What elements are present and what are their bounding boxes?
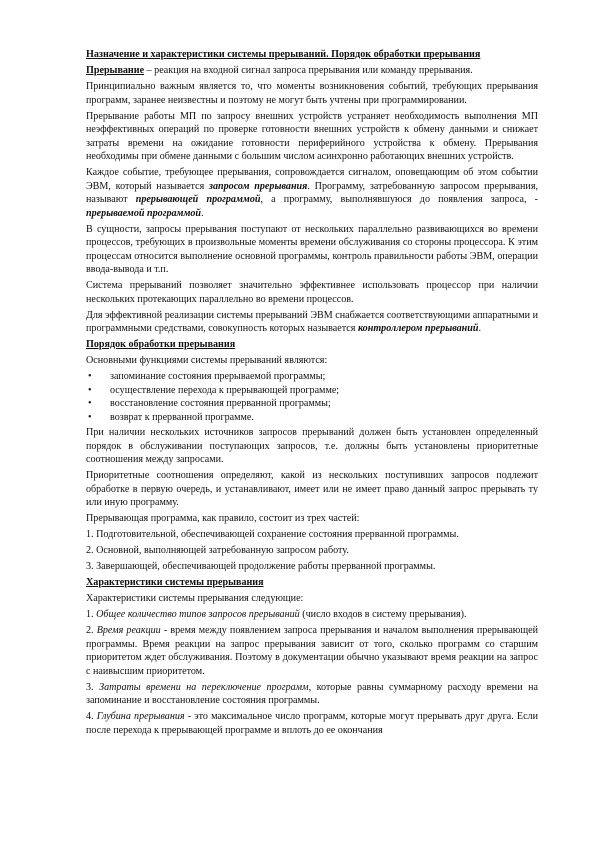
paragraph-2: Прерывание работы МП по запросу внешних устройств устраняет необходимость выполнения МП неэффективных операций по проверке готовности внешних устройств к обмену данными и снижает затраты времени на ожидание готовности периферийного устройства к обмену. Прерывания необходимы при обмене данными с большим числом асинхронно работающих внешних устройств. — [86, 110, 538, 162]
definition-text: – реакция на входной сигнал запроса прерывания или команду прерывания. — [144, 65, 473, 76]
section-heading-order: Порядок обработки прерывания — [86, 339, 236, 350]
c3-text: , которые равны суммарному расходу времени на запоминание и восстановление состояния программы. — [86, 681, 538, 706]
paragraph-4: В сущности, запросы прерывания поступают от нескольких параллельно развивающихся во времени процессов, требующих в произвольные моменты времени обслуживания со стороны процессора. К этим процессам относится выполнение основной программы, контроль правильности работы ЭВМ, операции ввода-вывода и т.п. — [86, 223, 538, 275]
paragraph-11: Характеристики системы прерывания следующие: — [86, 593, 304, 604]
functions-list — [86, 370, 538, 424]
characteristic-1 — [86, 608, 538, 622]
definition-paragraph — [86, 64, 538, 78]
c4-text: - это максимальное число программ, которые могут прерывать друг друга. Если после перехода к прерывающей программе и вплоть до ее окончания — [86, 711, 538, 736]
p3-term-interrupt-request: запросом прерывания — [209, 180, 308, 192]
list-item-text: возврат к прерванной программе. — [110, 411, 254, 423]
part-item: 3. Завершающей, обеспечивающей продолжение работы прерванной программы. — [86, 561, 436, 572]
list-item — [86, 411, 538, 425]
p6-term-interrupt-controller: контроллером прерываний — [357, 323, 479, 334]
c4-number: 4. — [86, 711, 97, 722]
c2-term: Время реакции — [96, 625, 161, 636]
part-item: 2. Основной, выполняющей затребованную запросом работу. — [86, 545, 349, 556]
c1-number: 1. — [86, 609, 97, 620]
p6-text-a: Для эффективной реализации системы прерываний ЭВМ снабжается соответствующими аппаратными и программными средствами, совокупность которых называется — [86, 309, 538, 334]
document-title: Назначение и характеристики системы прерываний. Порядок обработки прерывания — [86, 49, 481, 60]
list-item — [86, 370, 538, 384]
p3-term-interrupting-program: прерывающей программой — [135, 194, 261, 205]
paragraph-10: Прерывающая программа, как правило, состоит из трех частей: — [86, 513, 360, 524]
list-item-text: осуществление перехода к прерывающей программе; — [110, 384, 340, 396]
bullet-icon: • — [88, 384, 92, 396]
list-item — [86, 384, 538, 398]
p6-text-c: . — [478, 323, 482, 334]
list-item-text: запоминание состояния прерываемой программы; — [110, 371, 326, 382]
bullet-icon: • — [88, 398, 92, 409]
characteristic-4 — [86, 710, 538, 737]
section-heading-characteristics: Характеристики системы прерывания — [86, 577, 264, 588]
p3-text-a: Каждое событие, требующее прерывания, сопровождается сигналом, оповещающим об этом событии ЭВМ, который называется — [86, 167, 538, 192]
c1-term: Общее количество типов запросов прерываний — [96, 609, 300, 620]
definition-term: Прерывание — [86, 65, 145, 76]
p3-term-interrupted-program: прерываемой программой — [86, 207, 202, 219]
paragraph-1: Принципиально важным является то, что моменты возникновения событий, требующих прерывания программ, заранее неизвестны и поэтому не могут быть учтены при программировании. — [86, 81, 538, 106]
bullet-icon: • — [88, 411, 92, 423]
c3-number: 3. — [86, 681, 100, 693]
c1-text: (число входов в систему прерывания). — [299, 609, 467, 620]
characteristic-2 — [86, 624, 538, 678]
p3-text-e: , а программу, выполнявшуюся до появления запроса, - — [260, 194, 539, 205]
list-item-text: восстановление состояния прерванной программы; — [110, 398, 331, 409]
paragraph-3 — [86, 166, 538, 220]
paragraph-6 — [86, 309, 538, 336]
paragraph-8: При наличии нескольких источников запросов прерываний должен быть установлен определенный порядок в обслуживании поступающих запросов, т.е. должны быть установлены приоритетные соотношения между запросами. — [86, 427, 538, 465]
p3-text-c: . Программу, затребованную запросом прерывания, называют — [86, 180, 538, 205]
c2-number: 2. — [86, 625, 97, 636]
bullet-icon: • — [88, 371, 92, 382]
paragraph-9: Приоритетные соотношения определяют, какой из нескольких поступивших запросов подлежит обработке в первую очередь, и устанавливают, имеет или не имеет право данный запрос прерывать ту или иную программу. — [86, 470, 538, 508]
part-item: 1. Подготовительной, обеспечивающей сохранение состояния прерванной программы. — [86, 529, 459, 540]
characteristic-3 — [86, 681, 538, 708]
paragraph-7: Основными функциями системы прерываний являются: — [86, 355, 328, 366]
c3-term: Затраты времени на переключение программ — [99, 681, 309, 693]
p3-text-g: . — [201, 207, 204, 219]
c2-text: - время между появлением запроса прерывания и началом выполнения прерывающей программы. Время реакции на запрос прерывания зависит от того, сколько программ со старшим приоритетом ждет обслуживания. Поэтому в документации обычно указывают время реакции на запрос с наивысшим приоритетом. — [86, 625, 539, 677]
list-item — [86, 397, 538, 411]
paragraph-5: Система прерываний позволяет значительно эффективнее использовать процессор при наличии нескольких протекающих параллельно во времени процессов. — [86, 280, 538, 305]
document-page — [86, 48, 538, 740]
c4-term: Глубина прерывания — [96, 711, 185, 722]
